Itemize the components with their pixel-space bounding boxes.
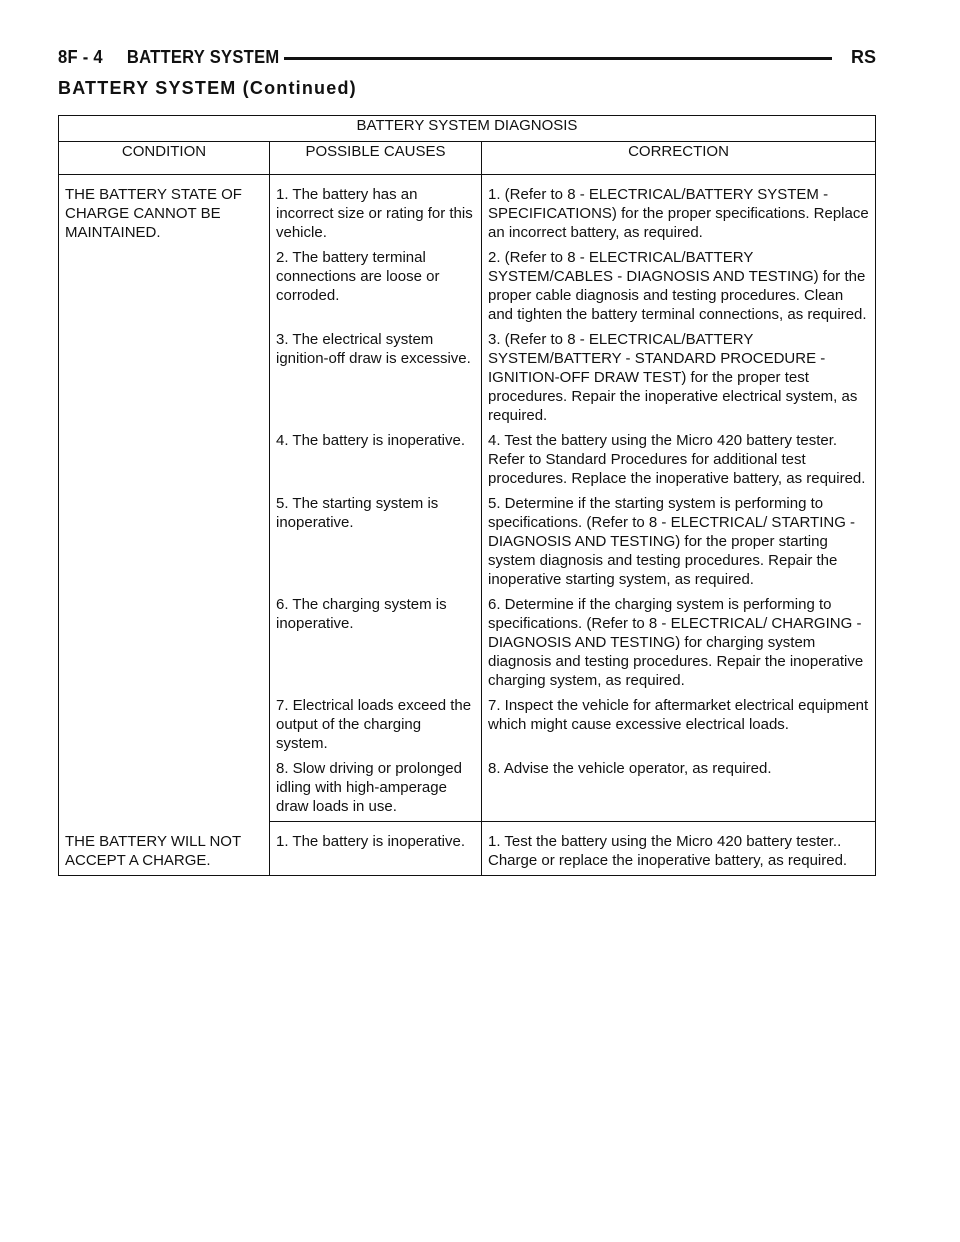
correction-cell: 7. Inspect the vehicle for aftermarket electrical equipment which might cause excessive electrical loads. [482,691,876,754]
header-rule [284,57,832,60]
table-row [59,175,876,244]
table-body [59,175,876,876]
column-header-causes: POSSIBLE CAUSES [270,142,482,175]
correction-cell: 3. (Refer to 8 - ELECTRICAL/BATTERY SYSTEM/BATTERY - STANDARD PROCEDURE - IGNITION-OFF DRAW TEST) for the proper test procedures. Repair the inoperative electrical system, as required. [482,325,876,426]
table-title: BATTERY SYSTEM DIAGNOSIS [59,116,876,142]
cause-cell: 2. The battery terminal connections are loose or corroded. [270,243,482,325]
cause-cell: 6. The charging system is inoperative. [270,590,482,691]
condition-cell: THE BATTERY STATE OF CHARGE CANNOT BE MAINTAINED. [59,175,270,822]
column-header-condition: CONDITION [59,142,270,175]
condition-cell: THE BATTERY WILL NOT ACCEPT A CHARGE. [59,822,270,876]
correction-cell: 2. (Refer to 8 - ELECTRICAL/BATTERY SYSTEM/CABLES - DIAGNOSIS AND TESTING) for the proper cable diagnosis and testing procedures. Clean and tighten the battery terminal connections, as required. [482,243,876,325]
page-subtitle: BATTERY SYSTEM (Continued) [58,78,357,98]
table-title-row [59,116,876,142]
header-left [58,47,279,68]
cause-cell: 7. Electrical loads exceed the output of the charging system. [270,691,482,754]
correction-cell: 1. Test the battery using the Micro 420 battery tester.. Charge or replace the inoperative battery, as required. [482,822,876,876]
cause-cell: 1. The battery has an incorrect size or rating for this vehicle. [270,175,482,244]
page-header [58,47,876,73]
correction-cell: 6. Determine if the charging system is performing to specifications. (Refer to 8 - ELECTRICAL/ CHARGING - DIAGNOSIS AND TESTING) for charging system diagnosis and testing procedures. Repair the inoperative charging system, as required. [482,590,876,691]
correction-cell: 1. (Refer to 8 - ELECTRICAL/BATTERY SYSTEM - SPECIFICATIONS) for the proper specifications. Replace an incorrect battery, as required. [482,175,876,244]
section-title: BATTERY SYSTEM [126,47,280,67]
cause-cell: 1. The battery is inoperative. [270,822,482,876]
cause-cell: 3. The electrical system ignition-off draw is excessive. [270,325,482,426]
cause-cell: 4. The battery is inoperative. [270,426,482,489]
correction-cell: 5. Determine if the starting system is performing to specifications. (Refer to 8 - ELECTRICAL/ STARTING - DIAGNOSIS AND TESTING) for the proper starting system diagnosis and testing procedures. Repair the inoperative starting system, as required. [482,489,876,590]
correction-cell: 4. Test the battery using the Micro 420 battery tester. Refer to Standard Procedures for additional test procedures. Replace the inoperative battery, as required. [482,426,876,489]
table-header-row [59,142,876,175]
cause-cell: 5. The starting system is inoperative. [270,489,482,590]
diagnosis-table [58,115,876,876]
cause-cell: 8. Slow driving or prolonged idling with high-amperage draw loads in use. [270,754,482,822]
table-row [59,822,876,876]
correction-cell: 8. Advise the vehicle operator, as required. [482,754,876,822]
column-header-correction: CORRECTION [482,142,876,175]
model-code: RS [850,47,876,67]
section-number: 8F - 4 [58,47,103,67]
